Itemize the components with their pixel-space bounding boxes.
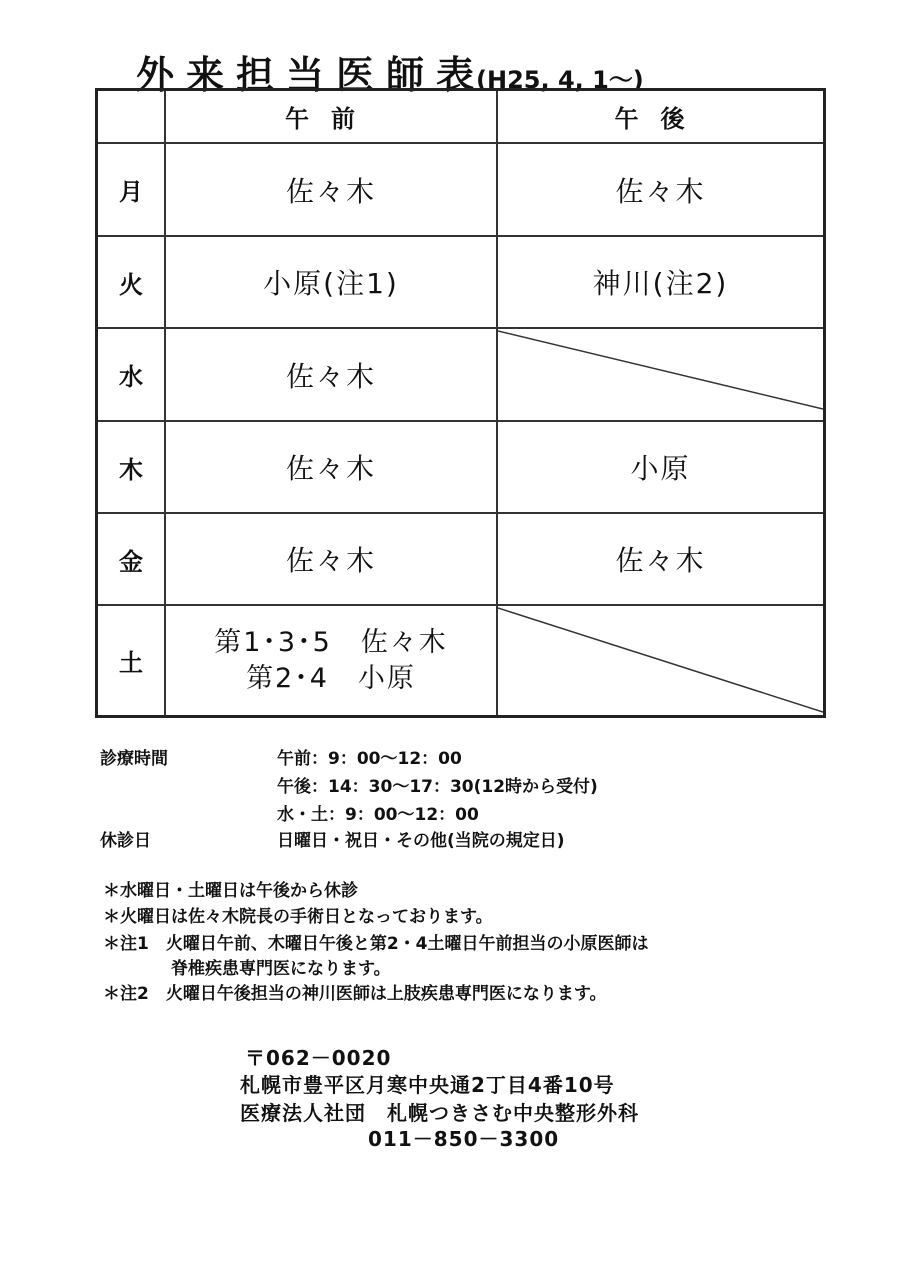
closed-diagonal-line [498, 329, 823, 420]
table-row [98, 514, 823, 606]
hours-pm: 午後：14：30～17：30(12時から受付) [277, 777, 598, 797]
hours-wed-sat: 水・土：9：00～12：00 [277, 805, 479, 825]
pm-closed-cell [498, 329, 823, 420]
note-line: ＊注2 火曜日午後担当の神川医師は上肢疾患専門医になります。 [103, 984, 607, 1004]
day-label: 金 [98, 514, 166, 604]
day-label: 土 [98, 606, 166, 715]
table-header-row [98, 91, 823, 144]
pm-doctor: 神川(注2) [592, 267, 729, 300]
street-address: 札幌市豊平区月寒中央通2丁目4番10号 [240, 1073, 615, 1097]
note-line: ＊注1 火曜日午前、木曜日午後と第2・4土曜日午前担当の小原医師は [103, 934, 649, 954]
closed-diagonal-line [498, 606, 823, 715]
table-row [98, 144, 823, 237]
table-row [98, 606, 823, 715]
schedule-table [95, 88, 826, 718]
header-pm: 午後 [614, 105, 707, 133]
am-doctor [166, 606, 498, 715]
clinic-name: 医療法人社団 札幌つきさむ中央整形外科 [240, 1101, 639, 1125]
holidays-label: 休診日 [100, 831, 151, 851]
note-line: ＊水曜日・土曜日は午後から休診 [103, 881, 358, 901]
header-day-cell [98, 91, 166, 142]
pm-closed-cell [498, 606, 823, 715]
table-row [98, 329, 823, 422]
note-line: ＊火曜日は佐々木院長の手術日となっております。 [103, 907, 493, 927]
sat-am-line1: 第1･3･5 佐々木 [214, 626, 448, 658]
title-date: (H25, 4, 1～) [476, 66, 644, 94]
table-row [98, 422, 823, 514]
am-doctor: 佐々木 [166, 329, 498, 420]
table-row [98, 237, 823, 329]
pm-doctor: 佐々木 [615, 544, 706, 577]
title-main: 外来担当医師表 [136, 53, 487, 97]
sat-am-line2: 第2･4 小原 [246, 662, 416, 694]
pm-doctor: 小原 [630, 452, 691, 485]
holidays-value: 日曜日・祝日・その他(当院の規定日) [277, 831, 565, 851]
day-label: 火 [98, 237, 166, 327]
am-doctor: 小原(注1) [166, 237, 498, 327]
postal-code: 〒062－0020 [245, 1046, 392, 1070]
am-doctor: 佐々木 [166, 514, 498, 604]
phone-number: 011－850－3300 [368, 1127, 560, 1151]
header-am: 午前 [166, 91, 498, 142]
day-label: 月 [98, 144, 166, 235]
hours-label: 診療時間 [100, 749, 168, 769]
pm-doctor: 佐々木 [615, 174, 706, 208]
day-label: 水 [98, 329, 166, 420]
am-doctor: 佐々木 [166, 422, 498, 512]
hours-am: 午前：9：00～12：00 [277, 749, 462, 769]
note-line: 脊椎疾患専門医になります。 [103, 959, 391, 979]
am-doctor: 佐々木 [166, 144, 498, 235]
day-label: 木 [98, 422, 166, 512]
